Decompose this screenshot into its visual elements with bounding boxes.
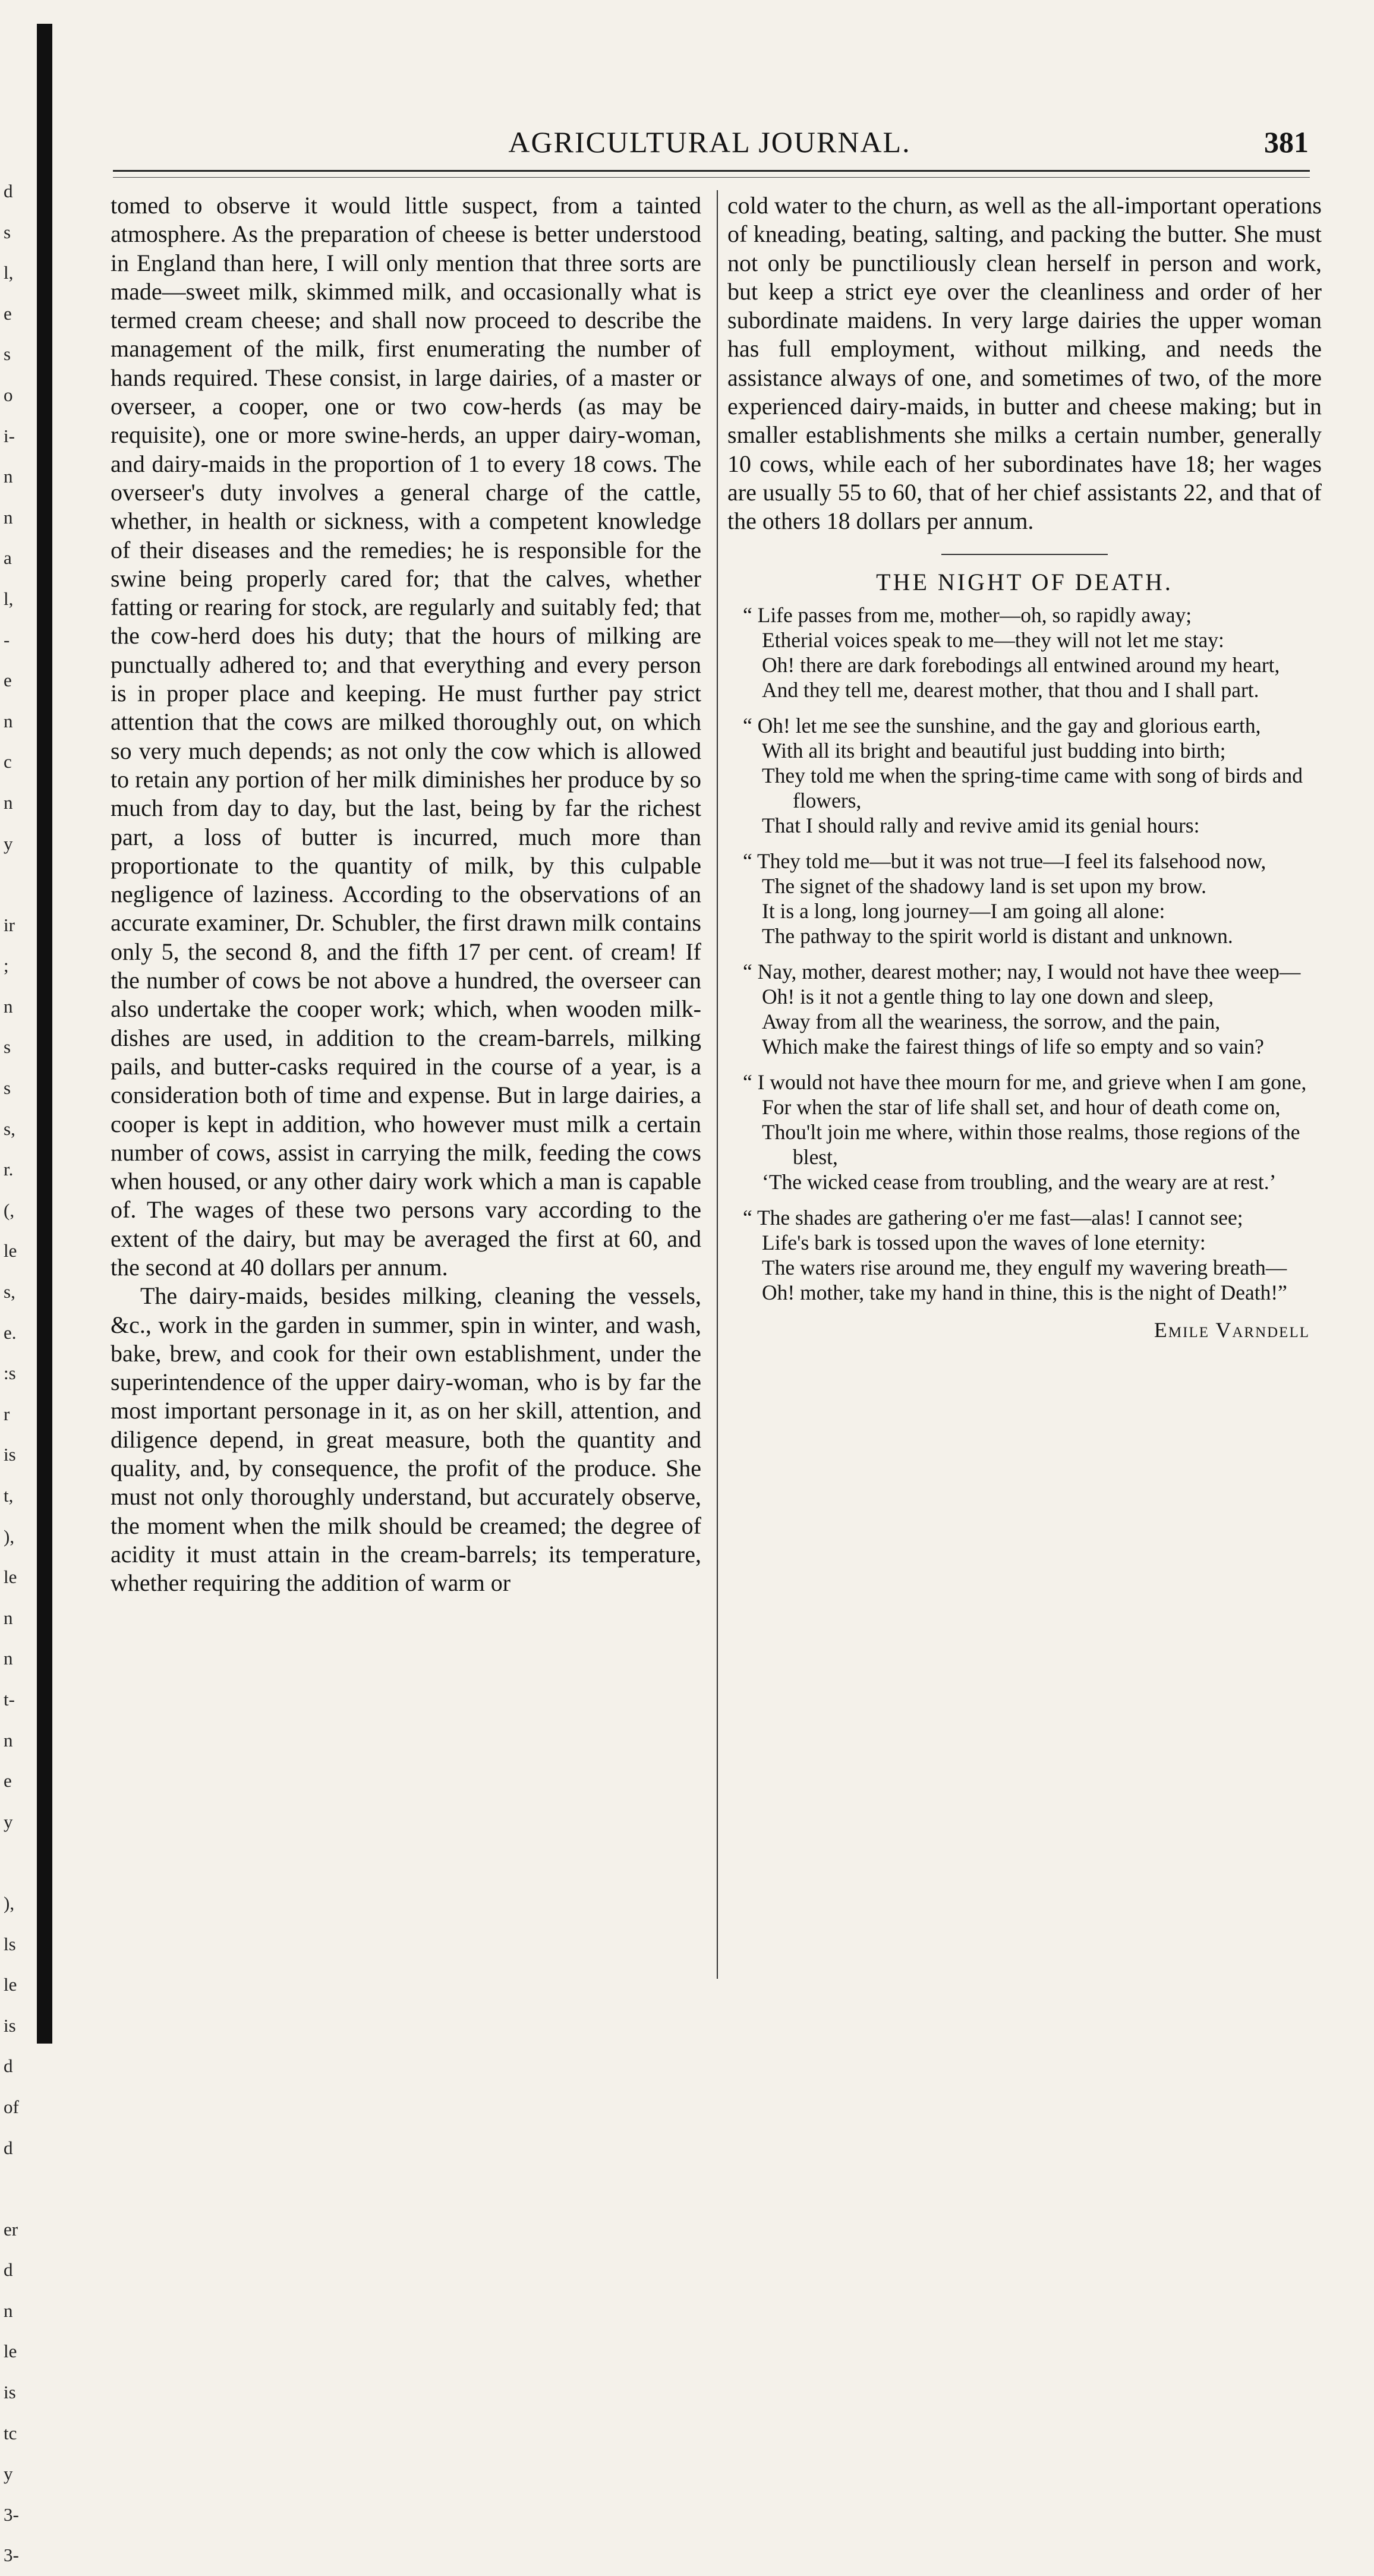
poem-line: “ Oh! let me see the sunshine, and the gay and glorious earth, [743,713,1261,737]
edge-fragment: 3- [4,2545,19,2566]
right-column [727,191,1322,1344]
poem-line: The signet of the shadowy land is set upon my brow. [762,874,1207,898]
column-divider [717,190,718,1979]
poem-stanza [727,959,1322,1059]
page-number: 381 [1264,125,1309,159]
edge-fragment: d [4,2137,13,2158]
poem-line: The waters rise around me, they engulf my wavering breath— [762,1255,1287,1279]
poem-line: Oh! mother, take my hand in thine, this is the night of Death!” [762,1280,1287,1304]
edge-fragment: is [4,1444,16,1465]
poem-line: “ I would not have thee mourn for me, and grieve when I am gone, [743,1070,1307,1094]
edge-fragment: (, [4,1199,15,1221]
poem-body [727,603,1322,1305]
left-column [111,191,701,1598]
article-paragraph: The dairy-maids, besides milking, cleaning the vessels, &c., work in the garden in summer, spin in winter, and wash, bake, brew, and cook for their own establishment, under the superintendence of the upper dairy-woman, who is by far the most important personage in it, as on her skill, attention, and diligence depend, in great measure, both the quantity and quality, and, by consequence, the profit of the produce. She must not only thoroughly understand, but accurately observe, the moment when the milk should be creamed; the degree of acidity it must attain in the cream-barrels; its temperature, whether requiring the addition of warm or [111,1282,701,1597]
section-rule [941,554,1108,555]
edge-fragment: l, [4,588,14,609]
edge-fragment: e [4,302,12,324]
edge-fragment: :s [4,1363,16,1384]
edge-fragment: o [4,384,13,405]
binding-gutter [37,24,52,2044]
poem-line: Life's bark is tossed upon the waves of lone eternity: [762,1230,1206,1254]
edge-fragment: y [4,1811,13,1832]
poem-stanza [727,1205,1322,1305]
edge-fragment: 3- [4,2504,19,2525]
poem-title: THE NIGHT OF DEATH. [876,568,1173,595]
edge-fragment: a [4,547,12,569]
edge-fragment: n [4,2300,13,2321]
poem-line: Which make the fairest things of life so empty and so vain? [762,1034,1264,1058]
edge-fragment: er [4,2218,18,2240]
poem-line: “ Life passes from me, mother—oh, so rapidly away; [743,603,1192,627]
article-paragraph: tomed to observe it would little suspect, from a tainted atmosphere. As the preparation of cheese is better understood in England than here, I will only mention that three sorts are made—sweet milk, skimmed milk, and occasionally what is termed cream cheese; and shall now proceed to describe the management of the milk, first enumerating the number of hands required. These consist, in large dairies, of a master or overseer, a cooper, one or two cow-herds (as may be requisite), one or more swine-herds, an upper dairy-woman, and dairy-maids in the proportion of 1 to every 18 cows. The overseer's duty involves a general charge of the cattle, whether, in health or sickness, with a competent knowledge of their diseases and the remedies; he is responsible for the swine being properly cared for; that the calves, whether fatting or rearing for stock, are regularly and suitably fed; that the cow-herd does his duty; that the hours of milking are punctually adhered to; and that everything and every person is in proper place and keeping. He must further pay strict attention that the cows are milked thoroughly out, on which so very much depends; as not only the cow which is allowed to retain any portion of her milk diminishes her produce by so much from day to day, but the last, being by far the richest part, a loss of butter is incurred, much more than proportionate to the quantity of milk, by this culpable negligence of laziness. According to the observations of an accurate examiner, Dr. Schubler, the first drawn milk contains only 5, the second 8, and the fifth 17 per cent. of cream! If the number of cows be not above a hundred, the overseer can also undertake the cooper work; which, when wooden milk-dishes are used, in addition to the cream-barrels, milking pails, and butter-casks required in the course of a year, is a consideration both of time and expense. But in large dairies, a cooper is kept in addition, who however must milk a certain number of cows, assist in carrying the milk, feeding the cows when housed, or any other dairy work which a man is capable of. The wages of these two persons vary according to the extent of the dairy, but may be averaged the first at 60, and the second at 40 dollars per annum. [111,192,701,1281]
poem-line: Oh! there are dark forebodings all entwined around my heart, [762,652,1280,677]
edge-fragment: le [4,1240,17,1262]
edge-fragment: e [4,670,12,691]
poem-stanza [727,1070,1322,1194]
edge-fragment: n [4,466,13,487]
edge-fragment: s [4,1077,11,1099]
edge-fragment: n [4,1607,13,1628]
article-paragraph: cold water to the churn, as well as the all-important operations of kneading, beating, salting, and packing the butter. She must not only be punctiliously clean herself in person and work, but keep a strict eye over the cleanliness and order of her subordinate maidens. In very large dairies the upper woman has full employment, without milking, and needs the assistance always of one, and sometimes of two, of the more experienced dairy-maids, in butter and cheese making; but in smaller establishments she milks a certain number, generally 10 cows, while each of her subordinates have 18; her wages are usually 55 to 60, that of her chief assistants 22, and that of the others 18 dollars per annum. [727,192,1322,535]
running-head: AGRICULTURAL JOURNAL. [508,125,911,159]
edge-fragment: t- [4,1688,15,1710]
edge-fragment: e. [4,1322,17,1343]
edge-fragment: r. [4,1159,14,1180]
poem-line: “ They told me—but it was not true—I feel its falsehood now, [743,849,1266,873]
edge-fragment: tc [4,2422,17,2443]
edge-fragment: s [4,221,11,242]
edge-fragment: le [4,2341,17,2362]
edge-fragment: ir [4,914,15,935]
edge-fragment [4,2168,30,2209]
poem-line: They told me when the spring-time came with song of birds and flowers, [762,763,1303,812]
edge-fragment: d [4,181,13,201]
poem-author: Emile Varndell [1154,1317,1310,1342]
poem-stanza [727,849,1322,948]
poem-line: That I should rally and revive amid its genial hours: [762,813,1200,837]
poem-line: It is a long, long journey—I am going all alone: [762,898,1165,923]
edge-fragment: le [4,1974,17,1995]
edge-fragment: l, [4,262,14,283]
edge-fragment: y [4,833,13,854]
poem-line: For when the star of life shall set, and hour of death come on, [762,1095,1281,1119]
header-rule [113,170,1310,172]
edge-fragment: s [4,1036,11,1058]
poem-stanza [727,713,1322,838]
edge-fragment: n [4,995,13,1017]
edge-fragment: ), [4,1892,15,1913]
edge-fragment: n [4,1648,13,1669]
edge-fragment: s, [4,1281,15,1303]
edge-fragment: y [4,2463,13,2484]
poem-line: With all its bright and beautiful just budding into birth; [762,738,1226,762]
poem-line: Away from all the weariness, the sorrow, and the pain, [762,1009,1221,1033]
edge-fragment: e [4,1770,12,1792]
edge-fragment: t, [4,1485,14,1506]
edge-fragment [4,1842,30,1883]
poem-line: Thou'lt join me where, within those realms, those regions of the blest, [762,1120,1300,1169]
page-header [111,125,1309,162]
edge-fragment: ls [4,1933,16,1954]
edge-fragment [4,864,30,905]
edge-fragment: le [4,1566,17,1588]
edge-fragment: n [4,1729,13,1751]
edge-fragment: is [4,2014,16,2036]
edge-fragment: c [4,751,12,773]
edge-fragment: d [4,2259,13,2281]
poem-line: Etherial voices speak to me—they will not let me stay: [762,628,1224,652]
edge-fragment: n [4,792,13,813]
poem-line: ‘The wicked cease from troubling, and the weary are at rest.’ [762,1169,1277,1194]
poem-line: “ The shades are gathering o'er me fast—alas! I cannot see; [743,1205,1243,1229]
poem-line: Oh! is it not a gentle thing to lay one down and sleep, [762,984,1214,1008]
header-rule-thin [113,177,1310,178]
edge-fragment: s, [4,1118,15,1139]
edge-fragment: i- [4,425,15,446]
edge-fragment: n [4,710,13,732]
edge-fragment: is [4,2382,16,2403]
poem-line: “ Nay, mother, dearest mother; nay, I would not have thee weep— [743,959,1301,983]
edge-fragment: ; [4,955,9,976]
facing-page-fragments [4,171,30,2576]
poem-stanza [727,603,1322,702]
edge-fragment: r [4,1403,10,1424]
edge-fragment: n [4,506,13,528]
poem-line: The pathway to the spirit world is distant and unknown. [762,923,1233,948]
poem-line: And they tell me, dearest mother, that thou and I shall part. [762,677,1259,702]
edge-fragment: - [4,629,10,650]
edge-fragment: ), [4,1525,15,1547]
edge-fragment: s [4,343,11,365]
poem-header [727,554,1322,597]
edge-fragment: of [4,2096,19,2117]
edge-fragment: d [4,2055,13,2077]
